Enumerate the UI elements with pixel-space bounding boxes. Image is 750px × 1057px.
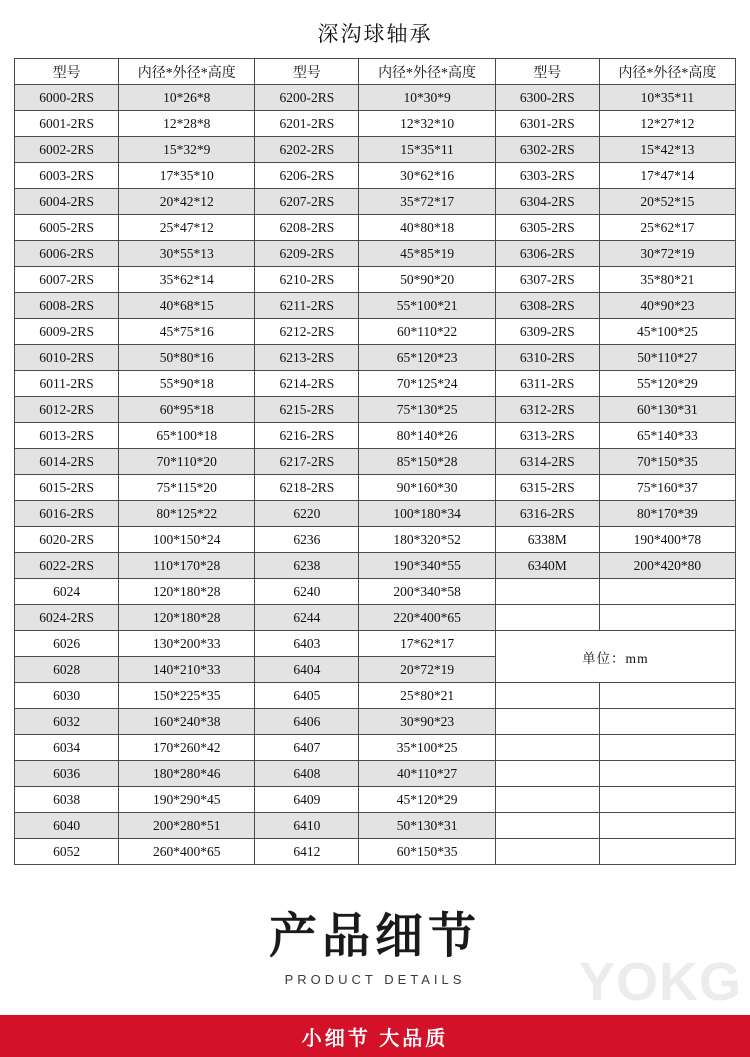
cell-model: 6306-2RS [495,241,599,267]
cell-dim: 60*95*18 [119,397,255,423]
cell-model: 6217-2RS [255,449,359,475]
cell-dim: 75*160*37 [599,475,735,501]
cell-model: 6038 [15,787,119,813]
table-row [15,683,736,709]
cell-dim: 20*42*12 [119,189,255,215]
column-header-model-3: 型号 [495,59,599,85]
table-row [15,787,736,813]
cell-model: 6403 [255,631,359,657]
cell-dim: 30*55*13 [119,241,255,267]
cell-model: 6300-2RS [495,85,599,111]
footer-slogan-bar [0,1015,750,1057]
cell-dim: 70*110*20 [119,449,255,475]
table-row [15,631,736,657]
cell-model: 6210-2RS [255,267,359,293]
table-row [15,371,736,397]
footer-slogan-text: 小细节 大品质 [301,1027,449,1050]
table-row [15,579,736,605]
cell-dim: 140*210*33 [119,657,255,683]
cell-dim: 120*180*28 [119,579,255,605]
cell-model: 6410 [255,813,359,839]
column-header-model-2: 型号 [255,59,359,85]
cell-empty [495,787,599,813]
cell-model: 6208-2RS [255,215,359,241]
cell-dim: 50*80*16 [119,345,255,371]
cell-dim: 10*26*8 [119,85,255,111]
cell-model: 6200-2RS [255,85,359,111]
cell-dim: 180*280*46 [119,761,255,787]
cell-model: 6012-2RS [15,397,119,423]
cell-empty [495,683,599,709]
table-row [15,553,736,579]
table-row [15,839,736,865]
cell-model: 6002-2RS [15,137,119,163]
cell-dim: 45*120*29 [359,787,495,813]
table-row [15,709,736,735]
cell-empty [599,683,735,709]
cell-model: 6310-2RS [495,345,599,371]
cell-model: 6301-2RS [495,111,599,137]
cell-empty [599,605,735,631]
cell-empty [599,709,735,735]
cell-model: 6314-2RS [495,449,599,475]
cell-model: 6022-2RS [15,553,119,579]
cell-dim: 30*90*23 [359,709,495,735]
cell-model: 6014-2RS [15,449,119,475]
cell-dim: 30*72*19 [599,241,735,267]
cell-model: 6013-2RS [15,423,119,449]
table-row [15,397,736,423]
cell-dim: 220*400*65 [359,605,495,631]
cell-model: 6409 [255,787,359,813]
cell-dim: 190*340*55 [359,553,495,579]
table-row [15,761,736,787]
cell-dim: 65*120*23 [359,345,495,371]
cell-model: 6005-2RS [15,215,119,241]
cell-dim: 50*90*20 [359,267,495,293]
cell-dim: 85*150*28 [359,449,495,475]
table-row [15,137,736,163]
cell-model: 6209-2RS [255,241,359,267]
cell-model: 6303-2RS [495,163,599,189]
product-details-section [0,911,750,987]
cell-dim: 25*47*12 [119,215,255,241]
column-header-model-1: 型号 [15,59,119,85]
table-row [15,319,736,345]
cell-dim: 60*110*22 [359,319,495,345]
cell-model: 6212-2RS [255,319,359,345]
details-heading-en: PRODUCT DETAILS [284,971,466,987]
cell-dim: 75*115*20 [119,475,255,501]
cell-model: 6201-2RS [255,111,359,137]
cell-dim: 35*62*14 [119,267,255,293]
table-row [15,215,736,241]
cell-model: 6215-2RS [255,397,359,423]
table-row [15,813,736,839]
cell-dim: 65*140*33 [599,423,735,449]
cell-model: 6016-2RS [15,501,119,527]
table-row [15,293,736,319]
cell-empty [495,839,599,865]
cell-model: 6020-2RS [15,527,119,553]
cell-dim: 35*80*21 [599,267,735,293]
cell-model: 6010-2RS [15,345,119,371]
cell-dim: 130*200*33 [119,631,255,657]
cell-model: 6405 [255,683,359,709]
cell-dim: 12*27*12 [599,111,735,137]
cell-model: 6003-2RS [15,163,119,189]
cell-dim: 40*90*23 [599,293,735,319]
cell-model: 6202-2RS [255,137,359,163]
cell-model: 6214-2RS [255,371,359,397]
column-header-dim-1: 内径*外径*高度 [119,59,255,85]
cell-dim: 15*32*9 [119,137,255,163]
cell-model: 6207-2RS [255,189,359,215]
cell-dim: 75*130*25 [359,397,495,423]
cell-model: 6407 [255,735,359,761]
cell-dim: 55*100*21 [359,293,495,319]
cell-dim: 55*90*18 [119,371,255,397]
cell-dim: 35*100*25 [359,735,495,761]
cell-dim: 40*80*18 [359,215,495,241]
table-row [15,267,736,293]
table-header-row [15,59,736,85]
cell-dim: 45*100*25 [599,319,735,345]
cell-model: 6015-2RS [15,475,119,501]
cell-dim: 35*72*17 [359,189,495,215]
cell-empty [495,709,599,735]
cell-empty [599,735,735,761]
cell-dim: 12*28*8 [119,111,255,137]
table-row [15,241,736,267]
cell-dim: 70*125*24 [359,371,495,397]
cell-dim: 90*160*30 [359,475,495,501]
cell-dim: 15*42*13 [599,137,735,163]
cell-model: 6238 [255,553,359,579]
table-row [15,605,736,631]
brand-watermark: YOKG [578,952,742,1012]
cell-dim: 10*30*9 [359,85,495,111]
cell-model: 6000-2RS [15,85,119,111]
cell-dim: 20*72*19 [359,657,495,683]
cell-model: 6315-2RS [495,475,599,501]
table-row [15,735,736,761]
cell-dim: 110*170*28 [119,553,255,579]
cell-dim: 60*130*31 [599,397,735,423]
cell-dim: 70*150*35 [599,449,735,475]
cell-model: 6034 [15,735,119,761]
table-row [15,85,736,111]
cell-dim: 80*125*22 [119,501,255,527]
cell-dim: 50*130*31 [359,813,495,839]
table-row [15,423,736,449]
table-row [15,501,736,527]
cell-model: 6004-2RS [15,189,119,215]
cell-model: 6304-2RS [495,189,599,215]
cell-dim: 15*35*11 [359,137,495,163]
table-row [15,111,736,137]
cell-empty [599,579,735,605]
cell-model: 6311-2RS [495,371,599,397]
cell-dim: 190*290*45 [119,787,255,813]
cell-empty [495,579,599,605]
cell-dim: 17*35*10 [119,163,255,189]
cell-dim: 25*80*21 [359,683,495,709]
cell-model: 6009-2RS [15,319,119,345]
cell-model: 6313-2RS [495,423,599,449]
cell-dim: 10*35*11 [599,85,735,111]
cell-dim: 200*280*51 [119,813,255,839]
cell-model: 6308-2RS [495,293,599,319]
table-row [15,449,736,475]
cell-model: 6211-2RS [255,293,359,319]
cell-dim: 260*400*65 [119,839,255,865]
cell-dim: 30*62*16 [359,163,495,189]
cell-model: 6236 [255,527,359,553]
cell-dim: 100*180*34 [359,501,495,527]
bearing-spec-table [14,58,736,865]
cell-dim: 200*340*58 [359,579,495,605]
cell-model: 6036 [15,761,119,787]
cell-dim: 170*260*42 [119,735,255,761]
cell-empty [495,813,599,839]
cell-model: 6024 [15,579,119,605]
cell-dim: 180*320*52 [359,527,495,553]
cell-dim: 80*170*39 [599,501,735,527]
cell-empty [495,735,599,761]
cell-model: 6007-2RS [15,267,119,293]
cell-dim: 40*110*27 [359,761,495,787]
table-row [15,163,736,189]
cell-model: 6305-2RS [495,215,599,241]
cell-model: 6008-2RS [15,293,119,319]
cell-model: 6206-2RS [255,163,359,189]
cell-model: 6307-2RS [495,267,599,293]
cell-dim: 50*110*27 [599,345,735,371]
cell-model: 6408 [255,761,359,787]
table-row [15,527,736,553]
cell-dim: 45*85*19 [359,241,495,267]
table-row [15,475,736,501]
cell-model: 6032 [15,709,119,735]
cell-model: 6412 [255,839,359,865]
cell-dim: 60*150*35 [359,839,495,865]
cell-model: 6316-2RS [495,501,599,527]
details-heading-cn: 产品细节 [268,910,481,963]
cell-dim: 160*240*38 [119,709,255,735]
cell-dim: 150*225*35 [119,683,255,709]
cell-model: 6302-2RS [495,137,599,163]
cell-model: 6213-2RS [255,345,359,371]
cell-model: 6244 [255,605,359,631]
cell-model: 6001-2RS [15,111,119,137]
cell-dim: 25*62*17 [599,215,735,241]
cell-dim: 20*52*15 [599,189,735,215]
cell-model: 6338M [495,527,599,553]
cell-dim: 40*68*15 [119,293,255,319]
cell-model: 6026 [15,631,119,657]
unit-note: 单位：mm [495,631,735,683]
cell-model: 6028 [15,657,119,683]
cell-dim: 45*75*16 [119,319,255,345]
cell-dim: 17*62*17 [359,631,495,657]
cell-dim: 55*120*29 [599,371,735,397]
cell-model: 6220 [255,501,359,527]
column-header-dim-3: 内径*外径*高度 [599,59,735,85]
cell-empty [495,605,599,631]
cell-dim: 100*150*24 [119,527,255,553]
page-title: 深沟球轴承 [317,22,433,46]
cell-model: 6406 [255,709,359,735]
cell-model: 6216-2RS [255,423,359,449]
cell-model: 6240 [255,579,359,605]
cell-empty [599,787,735,813]
cell-model: 6040 [15,813,119,839]
cell-empty [495,761,599,787]
cell-dim: 12*32*10 [359,111,495,137]
cell-empty [599,761,735,787]
table-row [15,189,736,215]
cell-model: 6011-2RS [15,371,119,397]
cell-model: 6312-2RS [495,397,599,423]
cell-model: 6024-2RS [15,605,119,631]
cell-dim: 17*47*14 [599,163,735,189]
cell-dim: 120*180*28 [119,605,255,631]
cell-empty [599,813,735,839]
column-header-dim-2: 内径*外径*高度 [359,59,495,85]
cell-empty [599,839,735,865]
cell-model: 6030 [15,683,119,709]
cell-dim: 190*400*78 [599,527,735,553]
cell-dim: 200*420*80 [599,553,735,579]
cell-dim: 80*140*26 [359,423,495,449]
cell-model: 6404 [255,657,359,683]
cell-model: 6006-2RS [15,241,119,267]
cell-model: 6218-2RS [255,475,359,501]
cell-model: 6309-2RS [495,319,599,345]
cell-model: 6340M [495,553,599,579]
cell-dim: 65*100*18 [119,423,255,449]
cell-model: 6052 [15,839,119,865]
table-row [15,345,736,371]
